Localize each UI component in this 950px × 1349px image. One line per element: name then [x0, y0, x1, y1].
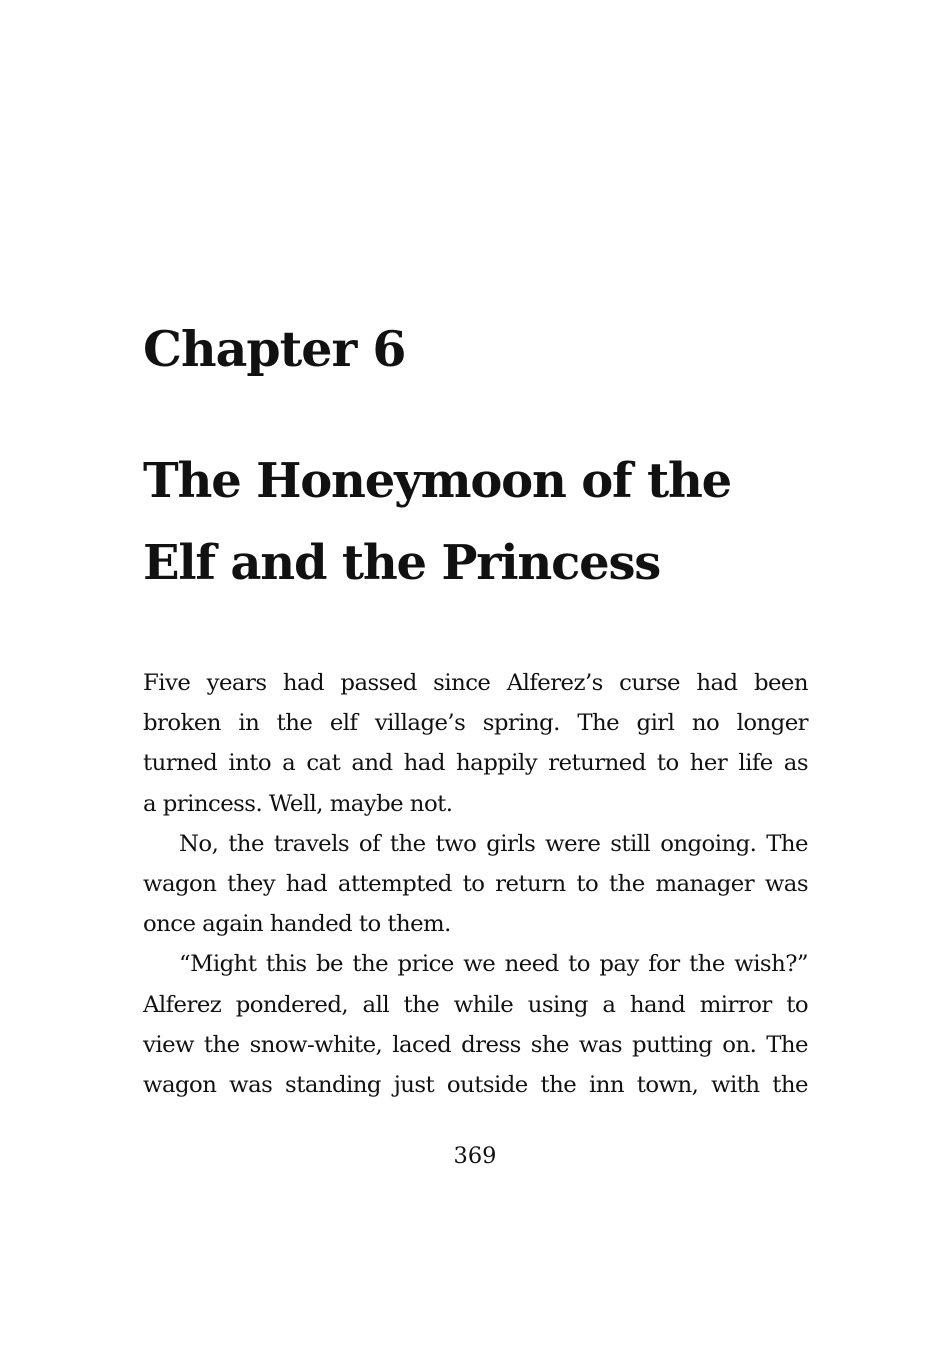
text-line: Five years had passed since Alferez’s curse had been — [143, 670, 808, 696]
text-line: a princess. Well, maybe not. — [143, 790, 453, 817]
body-text — [143, 663, 808, 1105]
chapter-number: Chapter 6 — [143, 320, 406, 378]
text-line: Alferez pondered, all the while using a hand mirror to — [143, 991, 808, 1018]
text-line: No, the travels of the two girls were still ongoing. The — [179, 830, 808, 857]
text-line: once again handed to them. — [143, 911, 451, 938]
chapter-title-line-2: Elf and the Princess — [143, 535, 661, 591]
chapter-title — [143, 440, 731, 604]
text-line: wagon was standing just outside the inn town, with the — [143, 1072, 808, 1099]
chapter-title-line-1: The Honeymoon of the — [143, 453, 731, 509]
page-number: 369 — [453, 1143, 497, 1169]
text-line: turned into a cat and had happily returned to her life as — [143, 750, 808, 777]
text-line: wagon they had attempted to return to the manager was — [143, 871, 808, 898]
text-line: view the snow-white, laced dress she was putting on. The — [143, 1031, 808, 1058]
text-line: broken in the elf village’s spring. The girl no longer — [143, 710, 808, 737]
text-line: “Might this be the price we need to pay for the wish?” — [179, 951, 808, 978]
